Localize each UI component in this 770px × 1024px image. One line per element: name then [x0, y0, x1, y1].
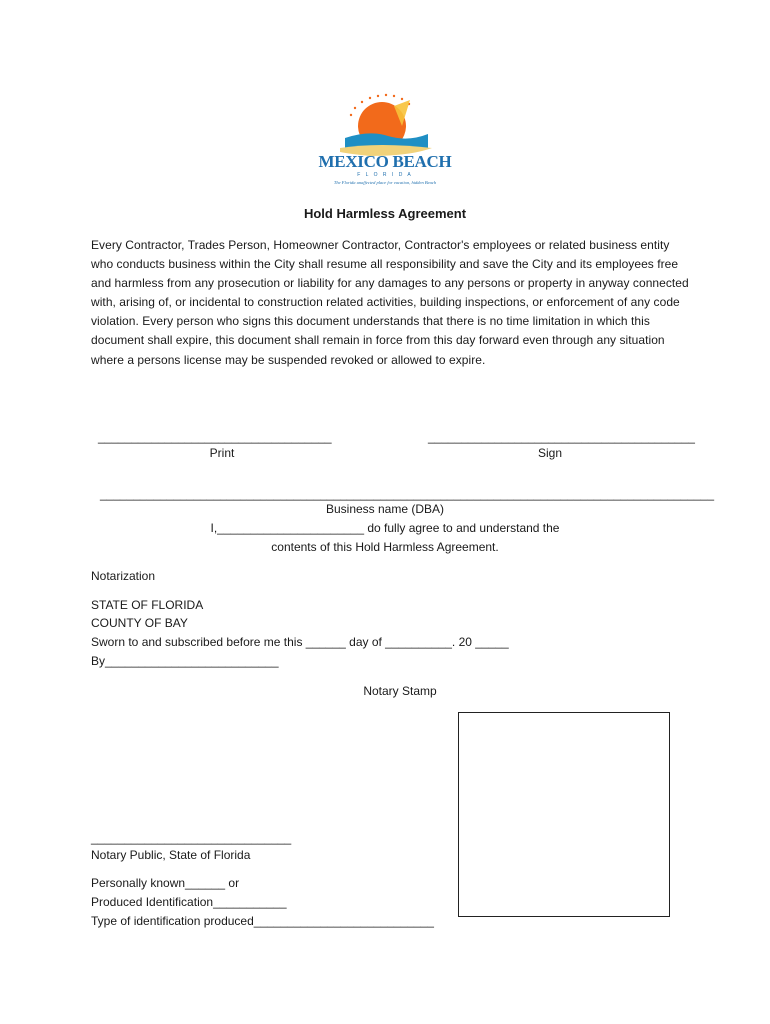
personally-known: Personally known______ or — [91, 876, 240, 890]
produced-identification: Produced Identification___________ — [91, 895, 287, 909]
document-title: Hold Harmless Agreement — [303, 206, 467, 221]
business-name-line[interactable]: ____________________________________________________________________________________________ — [100, 487, 714, 501]
logo-brand-text: MEXICO BEACH — [318, 152, 452, 171]
county-of-bay: COUNTY OF BAY — [91, 616, 188, 630]
sign-signature-line[interactable]: ________________________________________ — [428, 430, 695, 444]
logo-sub-text: F L O R I D A — [357, 172, 413, 178]
print-signature-line[interactable]: ___________________________________ — [98, 430, 332, 444]
mexico-beach-logo — [310, 92, 460, 192]
notary-public-line[interactable]: ______________________________ — [91, 831, 292, 845]
sworn-statement: Sworn to and subscribed before me this ______ day of __________. 20 _____ — [91, 635, 509, 649]
logo-tagline: The Florida unaffected place for vacation, hidden Beach — [333, 180, 437, 185]
notarization-heading: Notarization — [91, 569, 156, 583]
notary-stamp-label: Notary Stamp — [363, 684, 437, 698]
agree-statement-line2: contents of this Hold Harmless Agreement. — [271, 540, 499, 554]
agree-statement-line1: I,______________________ do fully agree to and understand the — [210, 521, 560, 535]
by-line[interactable]: By__________________________ — [91, 654, 279, 668]
notary-public-label: Notary Public, State of Florida — [91, 848, 251, 862]
notary-stamp-box — [458, 712, 670, 917]
business-name-label: Business name (DBA) — [325, 502, 445, 516]
state-of-florida: STATE OF FLORIDA — [91, 598, 204, 612]
agreement-paragraph: Every Contractor, Trades Person, Homeowner Contractor, Contractor's employees or related business entity who conducts business within the City shall resume all responsibility and save the City and its employees free and harmless from any prosecution or liability for any damages to any persons or property in anyway connected with, arising of, or incidental to construction related activities, building inspections, or enforcement of any code violation. Every person who signs this document understands that there is no time limitation in which this document shall expire, this document shall remain in force from this day forward even through any situation where a persons license may be suspended revoked or allowed to expire. — [91, 238, 689, 367]
print-label: Print — [209, 446, 235, 460]
identification-type: Type of identification produced___________________________ — [91, 914, 434, 928]
sign-label: Sign — [537, 446, 563, 460]
